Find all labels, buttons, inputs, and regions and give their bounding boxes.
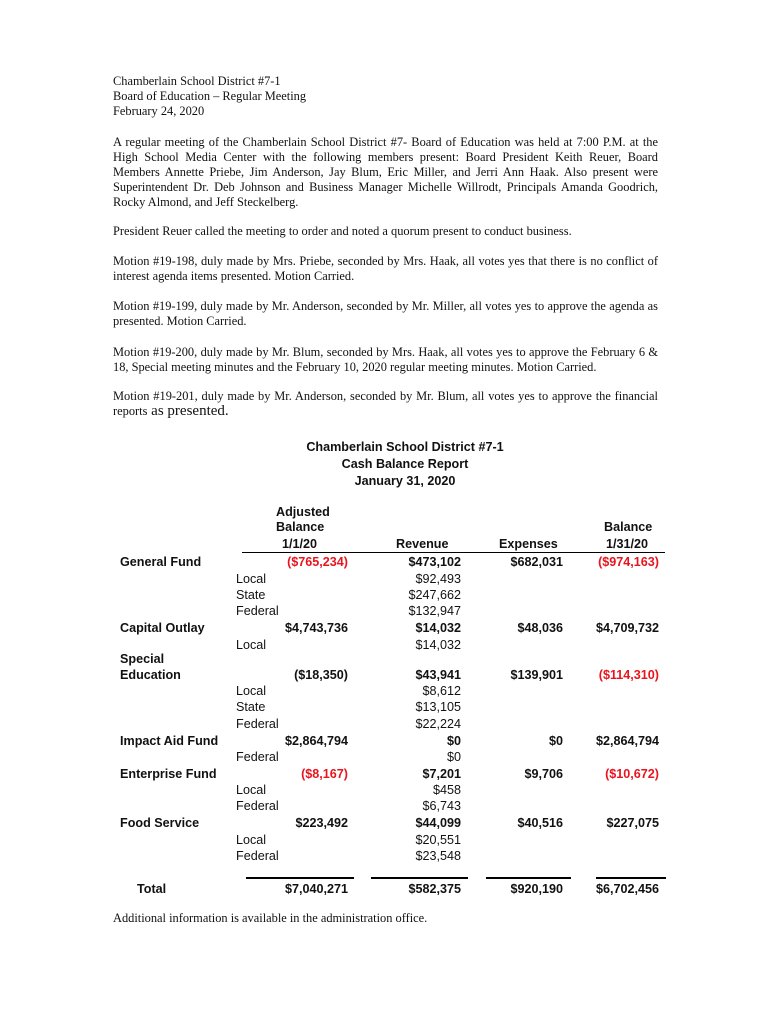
- footer-note: Additional information is available in the administration office.: [113, 911, 428, 925]
- total-rule-expenses: [486, 877, 571, 879]
- total-label: Total: [137, 882, 167, 896]
- col-adjusted-1: Adjusted: [276, 505, 330, 519]
- sub-label: Federal: [236, 849, 279, 863]
- motion-200-paragraph: Motion #19-200, duly made by Mr. Blum, seconded by Mrs. Haak, all votes yes to approve the February 6 & 18, Special meeting minutes and the February 10, 2020 regular meeting minutes. Motion Carried.: [113, 345, 658, 374]
- sub-revenue: $458: [432, 783, 461, 797]
- motion-201-tail: as presented.: [147, 403, 229, 419]
- fund-special-adjusted: ($18,350): [294, 668, 348, 682]
- fund-capital-expenses: $48,036: [517, 621, 563, 635]
- fund-food-name: Food Service: [120, 816, 200, 830]
- sub-revenue: $132,947: [408, 604, 461, 618]
- sub-label: Local: [236, 684, 267, 698]
- col-balance-1: Balance: [604, 520, 653, 534]
- fund-food-balance: $227,075: [606, 816, 659, 830]
- fund-special-name-1: Special: [120, 652, 165, 666]
- sub-revenue: $8,612: [422, 684, 461, 698]
- report-title: [205, 439, 605, 490]
- total-expenses: $920,190: [510, 882, 563, 896]
- total-revenue: $582,375: [408, 882, 461, 896]
- fund-impact-balance: $2,864,794: [595, 734, 659, 748]
- sub-label: Local: [236, 833, 267, 847]
- col-balance-2: 1/31/20: [606, 537, 649, 551]
- sub-label: State: [236, 700, 266, 714]
- sub-revenue: $6,743: [422, 799, 461, 813]
- fund-general-balance: ($974,163): [598, 555, 659, 569]
- fund-capital-name: Capital Outlay: [120, 621, 205, 635]
- total-rule-revenue: [371, 877, 468, 879]
- fund-impact-expenses: $0: [548, 734, 563, 748]
- motion-199-paragraph: Motion #19-199, duly made by Mr. Anderson, seconded by Mr. Miller, all votes yes to approve the agenda as presented. Motion Carried.: [113, 299, 658, 328]
- sub-label: Local: [236, 572, 267, 586]
- sub-revenue: $20,551: [415, 833, 461, 847]
- sub-label: Local: [236, 638, 267, 652]
- fund-enterprise-name: Enterprise Fund: [120, 767, 217, 781]
- intro-paragraph: A regular meeting of the Chamberlain School District #7- Board of Education was held at 7:00 P.M. at the High School Media Center with the following members present: Board President Keith Reuer, Board Members Annette Priebe, Jim Anderson, Jay Blum, Eric Miller, and Jerri Ann Haak. Also present were Superintendent Dr. Deb Johnson and Business Manager Michelle Willrodt, Principals Amanda Goodrich, Rocky Almond, and Jeff Steckelberg.: [113, 135, 658, 209]
- total-adjusted: $7,040,271: [284, 882, 348, 896]
- fund-capital-adjusted: $4,743,736: [284, 621, 348, 635]
- district-name: Chamberlain School District #7-1: [113, 74, 281, 88]
- fund-special-revenue: $43,941: [415, 668, 461, 682]
- fund-impact-revenue: $0: [446, 734, 461, 748]
- motion-201-paragraph: [113, 389, 658, 419]
- fund-food-adjusted: $223,492: [295, 816, 348, 830]
- fund-impact-adjusted: $2,864,794: [284, 734, 348, 748]
- fund-food-revenue: $44,099: [415, 816, 461, 830]
- meeting-date: February 24, 2020: [113, 104, 205, 118]
- fund-capital-revenue: $14,032: [415, 621, 461, 635]
- col-adjusted-2: Balance: [276, 520, 325, 534]
- sub-revenue: $0: [446, 750, 461, 764]
- sub-revenue: $92,493: [415, 572, 461, 586]
- fund-general-expenses: $682,031: [510, 555, 563, 569]
- sub-revenue: $23,548: [415, 849, 461, 863]
- fund-general-revenue: $473,102: [408, 555, 461, 569]
- call-to-order-paragraph: President Reuer called the meeting to order and noted a quorum present to conduct business.: [113, 224, 572, 238]
- sub-label: Federal: [236, 750, 279, 764]
- fund-enterprise-adjusted: ($8,167): [301, 767, 348, 781]
- report-district: Chamberlain School District #7-1: [306, 440, 504, 454]
- fund-enterprise-expenses: $9,706: [524, 767, 563, 781]
- sub-revenue: $13,105: [415, 700, 461, 714]
- report-date: January 31, 2020: [354, 474, 456, 488]
- motion-201-text: Motion #19-201, duly made by Mr. Anderson, seconded by Mr. Blum, all votes yes to approve the financial reports: [113, 389, 658, 418]
- sub-label: State: [236, 588, 266, 602]
- fund-general-adjusted: ($765,234): [287, 555, 348, 569]
- fund-special-name-2: Education: [120, 668, 181, 682]
- fund-general-name: General Fund: [120, 555, 202, 569]
- fund-food-expenses: $40,516: [517, 816, 563, 830]
- sub-label: Federal: [236, 799, 279, 813]
- fund-special-expenses: $139,901: [510, 668, 563, 682]
- sub-revenue: $247,662: [408, 588, 461, 602]
- fund-enterprise-revenue: $7,201: [422, 767, 461, 781]
- fund-special-balance: ($114,310): [598, 668, 659, 682]
- sub-label: Federal: [236, 717, 279, 731]
- header-underline: [242, 552, 665, 553]
- report-name: Cash Balance Report: [341, 457, 469, 471]
- sub-revenue: $22,224: [415, 717, 461, 731]
- total-rule-adjusted: [246, 877, 354, 879]
- meeting-type: Board of Education – Regular Meeting: [113, 89, 307, 103]
- document-header: [113, 74, 306, 119]
- total-rule-balance: [596, 877, 666, 879]
- col-adjusted-3: 1/1/20: [282, 537, 318, 551]
- fund-capital-balance: $4,709,732: [595, 621, 659, 635]
- fund-enterprise-balance: ($10,672): [605, 767, 659, 781]
- sub-label: Local: [236, 783, 267, 797]
- sub-revenue: $14,032: [415, 638, 461, 652]
- sub-label: Federal: [236, 604, 279, 618]
- motion-198-paragraph: Motion #19-198, duly made by Mrs. Priebe, seconded by Mrs. Haak, all votes yes that there is no conflict of interest agenda items presented. Motion Carried.: [113, 254, 658, 283]
- col-expenses: Expenses: [499, 537, 558, 551]
- total-balance: $6,702,456: [595, 882, 659, 896]
- fund-impact-name: Impact Aid Fund: [120, 734, 219, 748]
- col-revenue: Revenue: [396, 537, 449, 551]
